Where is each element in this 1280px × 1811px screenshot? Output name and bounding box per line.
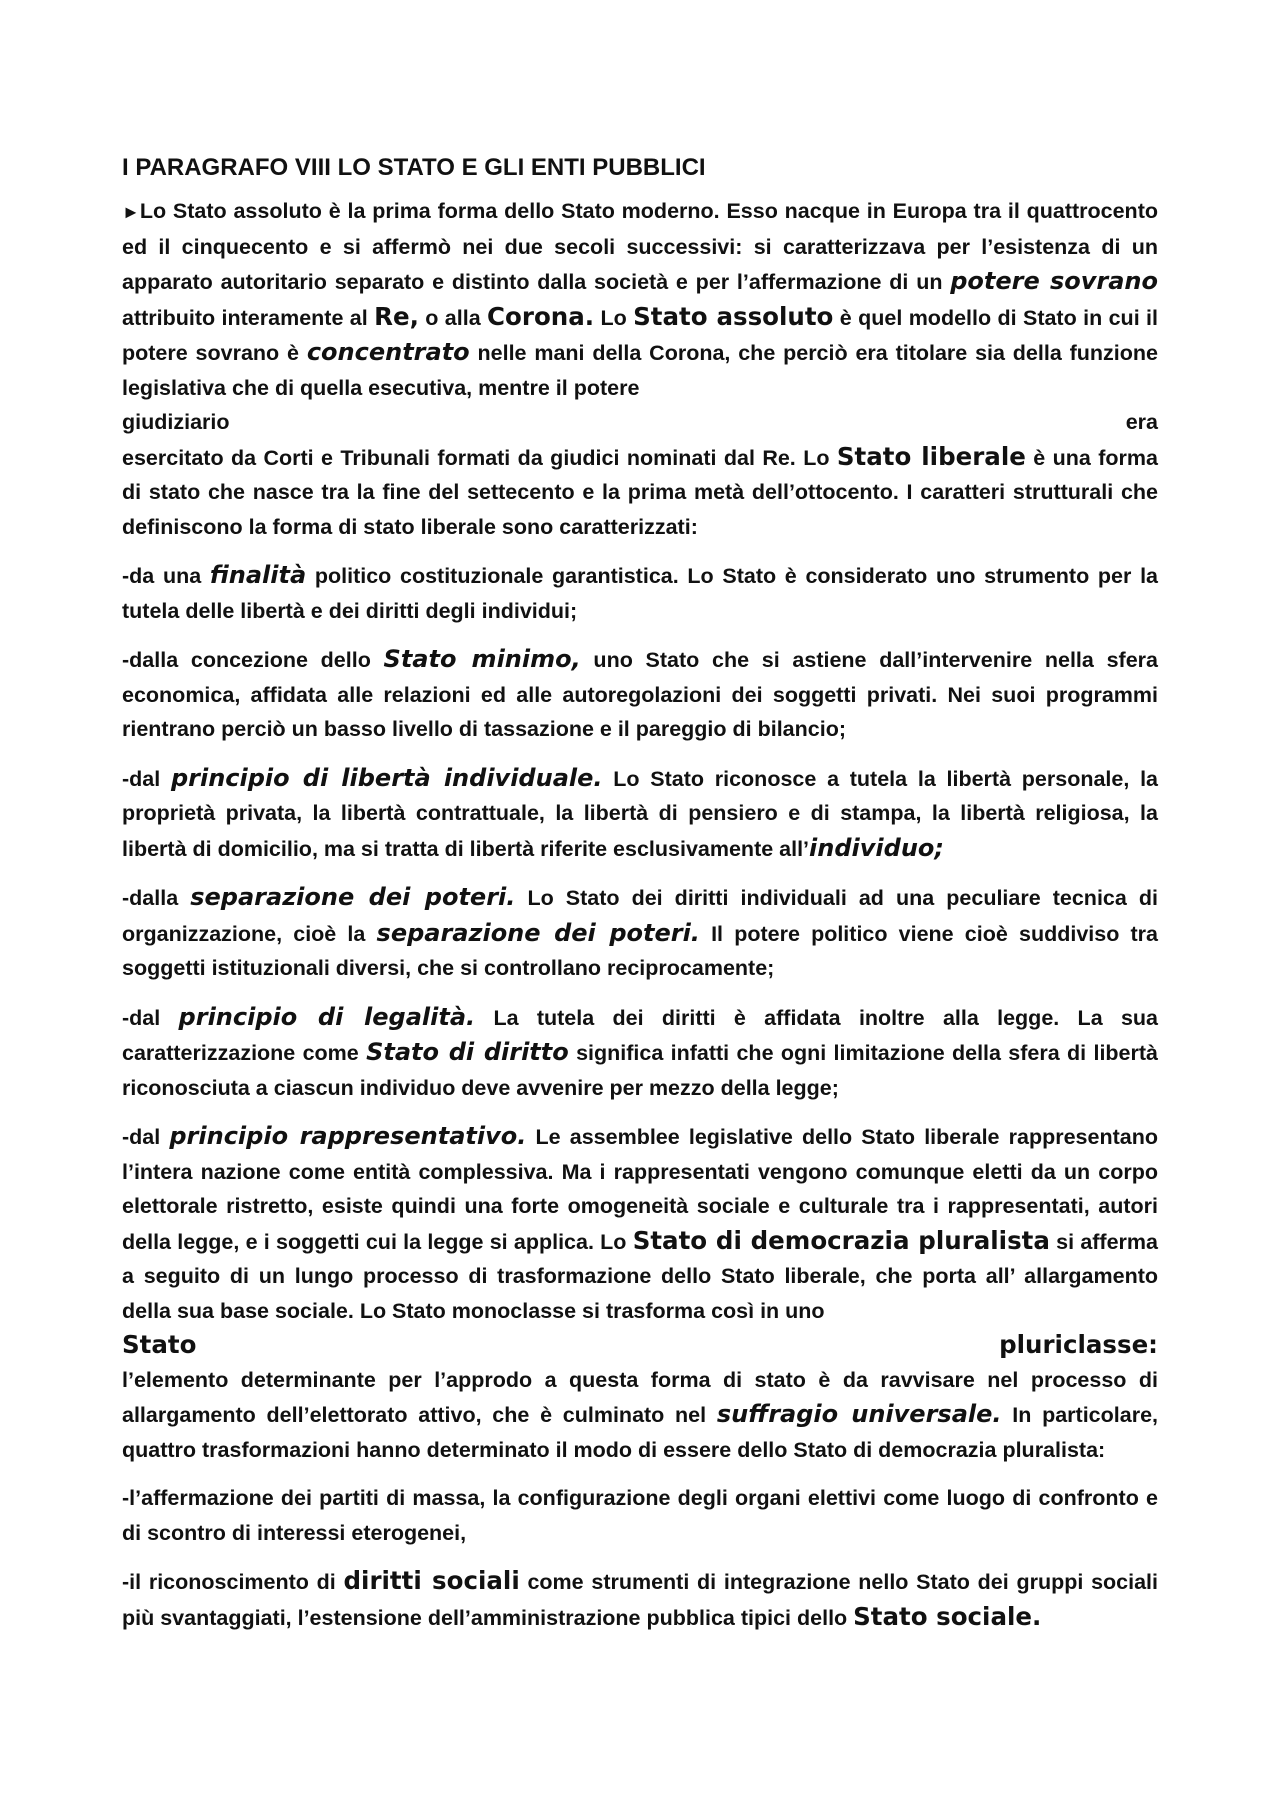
document-page [122, 152, 1158, 1649]
term-pluriclasse: pluriclasse: [999, 1330, 1158, 1359]
emphasis-finalita: finalità [209, 561, 307, 589]
paragraph-rappresentativo [122, 1119, 1158, 1467]
emphasis-potere-sovrano: potere sovrano [950, 267, 1158, 295]
text: politico costituzionale garantistica. Lo Stato è considerato uno strumento per la tutela delle libertà e dei diritti degli individui; [122, 564, 1158, 623]
text: uno Stato che si astiene dall’intervenire nella sfera economica, affidata alle relazioni ed alle autoregolazioni dei soggetti privati. Nei suoi programmi rientrano perciò un basso livello di tassazione e il pareggio di bilancio; [122, 648, 1158, 741]
emphasis-stato-minimo: Stato minimo, [383, 645, 581, 673]
text: è una forma di stato che nasce tra la fine del settecento e la prima metà dell’ottocento. I caratteri strutturali che definiscono la forma di stato liberale sono caratterizzati: [122, 445, 1158, 539]
emphasis-separazione-poteri: separazione dei poteri. [190, 883, 516, 911]
split-line [122, 1328, 1158, 1363]
text: giudiziario [122, 410, 230, 434]
term-stato-democrazia-pluralista: Stato di democrazia pluralista [632, 1225, 1050, 1255]
term-corona: Corona. [487, 301, 595, 331]
term-re: Re, [374, 301, 419, 331]
text: -dalla concezione dello [122, 648, 384, 672]
paragraph-diritti-sociali [122, 1564, 1158, 1635]
emphasis-stato-diritto: Stato di diritto [366, 1038, 569, 1066]
emphasis-concentrato: concentrato [306, 338, 470, 366]
text: Il potere politico viene cioè suddiviso tra soggetti istituzionali diversi, che si controllano reciprocamente; [122, 921, 1158, 980]
term-stato-assoluto: Stato assoluto [633, 301, 834, 331]
paragraph-finalita [122, 558, 1158, 628]
paragraph-legalita [122, 1000, 1158, 1106]
text: La tutela dei diritti è affidata inoltre alla legge. La sua caratterizzazione come [122, 1005, 1159, 1065]
text: o alla [418, 305, 488, 330]
term-stato: Stato [122, 1330, 197, 1359]
text: era [1125, 410, 1158, 434]
paragraph-partiti-massa [122, 1481, 1158, 1550]
text: esercitato da Corti e Tribunali formati da giudici nominati dal Re. Lo [122, 445, 837, 470]
text: Lo [594, 305, 634, 330]
text: -l’affermazione dei partiti di massa, la configurazione degli organi elettivi come luogo di confronto e di scontro di interessi eterogenei, [122, 1486, 1158, 1545]
text: In particolare, quattro trasformazioni hanno determinato il modo di essere dello Stato di democrazia pluralista: [122, 1403, 1158, 1462]
text: -dalla [122, 886, 191, 910]
paragraph-liberta-individuale [122, 761, 1158, 867]
text: Lo Stato assoluto è la prima forma dello Stato moderno. Esso nacque in Europa tra il quattrocento ed il cinquecento e si affermò nei due secoli successivi: si caratterizzava per l’esistenza di un apparato autoritario separato e distinto dalla società e per l’affermazione di un [122, 199, 1158, 294]
term-diritti-sociali: diritti sociali [343, 1566, 520, 1595]
page-title: I PARAGRAFO VIII LO STATO E GLI ENTI PUBBLICI [122, 154, 706, 181]
text: -dal [122, 766, 171, 791]
text: -il riconoscimento di [122, 1570, 344, 1594]
term-stato-liberale: Stato liberale [836, 441, 1026, 471]
text: Lo Stato riconosce a tutela la libertà personale, la proprietà privata, la libertà contrattuale, la libertà di pensiero e di stampa, la libertà religiosa, la libertà di domicilio, ma si tratta di libertà riferite esclusivamente all’ [122, 766, 1158, 861]
text: significa infatti che ogni limitazione della sfera di libertà riconosciuta a ciascun individuo deve avvenire per mezzo della legge; [122, 1041, 1158, 1100]
text: attribuito interamente al [122, 305, 375, 330]
triangle-bullet-icon: ► [122, 202, 140, 222]
text: Lo Stato dei diritti individuali ad una peculiare tecnica di organizzazione, cioè la [122, 886, 1158, 946]
emphasis-liberta-individuale: principio di libertà individuale. [170, 763, 603, 792]
paragraph-stato-minimo [122, 642, 1158, 747]
emphasis-principio-rappresentativo: principio rappresentativo. [169, 1122, 527, 1150]
paragraph-separazione-poteri [122, 880, 1158, 986]
text: -dal [122, 1005, 179, 1030]
paragraph-stato-assoluto [122, 194, 1158, 544]
text: -dal [122, 1125, 170, 1149]
text: come strumenti di integrazione nello Stato dei gruppi sociali più svantaggiati, l’estensione dell’amministrazione pubblica tipici dello [122, 1570, 1158, 1630]
split-line [122, 405, 1158, 440]
text: nelle mani della Corona, che perciò era titolare sia della funzione legislativa che di quella esecutiva, mentre il potere [122, 341, 1158, 400]
emphasis-individuo: individuo; [809, 833, 944, 862]
emphasis-principio-legalita: principio di legalità. [178, 1002, 476, 1031]
emphasis-separazione-poteri-2: separazione dei poteri. [376, 918, 700, 947]
emphasis-suffragio-universale: suffragio universale. [716, 1400, 1002, 1428]
text: -da una [122, 564, 210, 588]
text: è quel modello di Stato in cui il potere sovrano è [122, 305, 1158, 365]
text: Le assemblee legislative dello Stato liberale rappresentano l’intera nazione come entità complessiva. Ma i rappresentati vengono comunque eletti da un corpo elettorale ristretto, esiste quindi una forte omogeneità sociale e culturale tra i rappresentati, autori della legge, e i soggetti cui la legge si applica. Lo [122, 1125, 1158, 1254]
term-stato-sociale: Stato sociale. [853, 1601, 1042, 1631]
text: si afferma a seguito di un lungo processo di trasformazione dello Stato liberale, che porta all’ allargamento della sua base sociale. Lo Stato monoclasse si trasforma così in uno [122, 1229, 1158, 1323]
text: l’elemento determinante per l’approdo a questa forma di stato è da ravvisare nel processo di allargamento dell’elettorato attivo, che è culminato nel [122, 1367, 1158, 1427]
